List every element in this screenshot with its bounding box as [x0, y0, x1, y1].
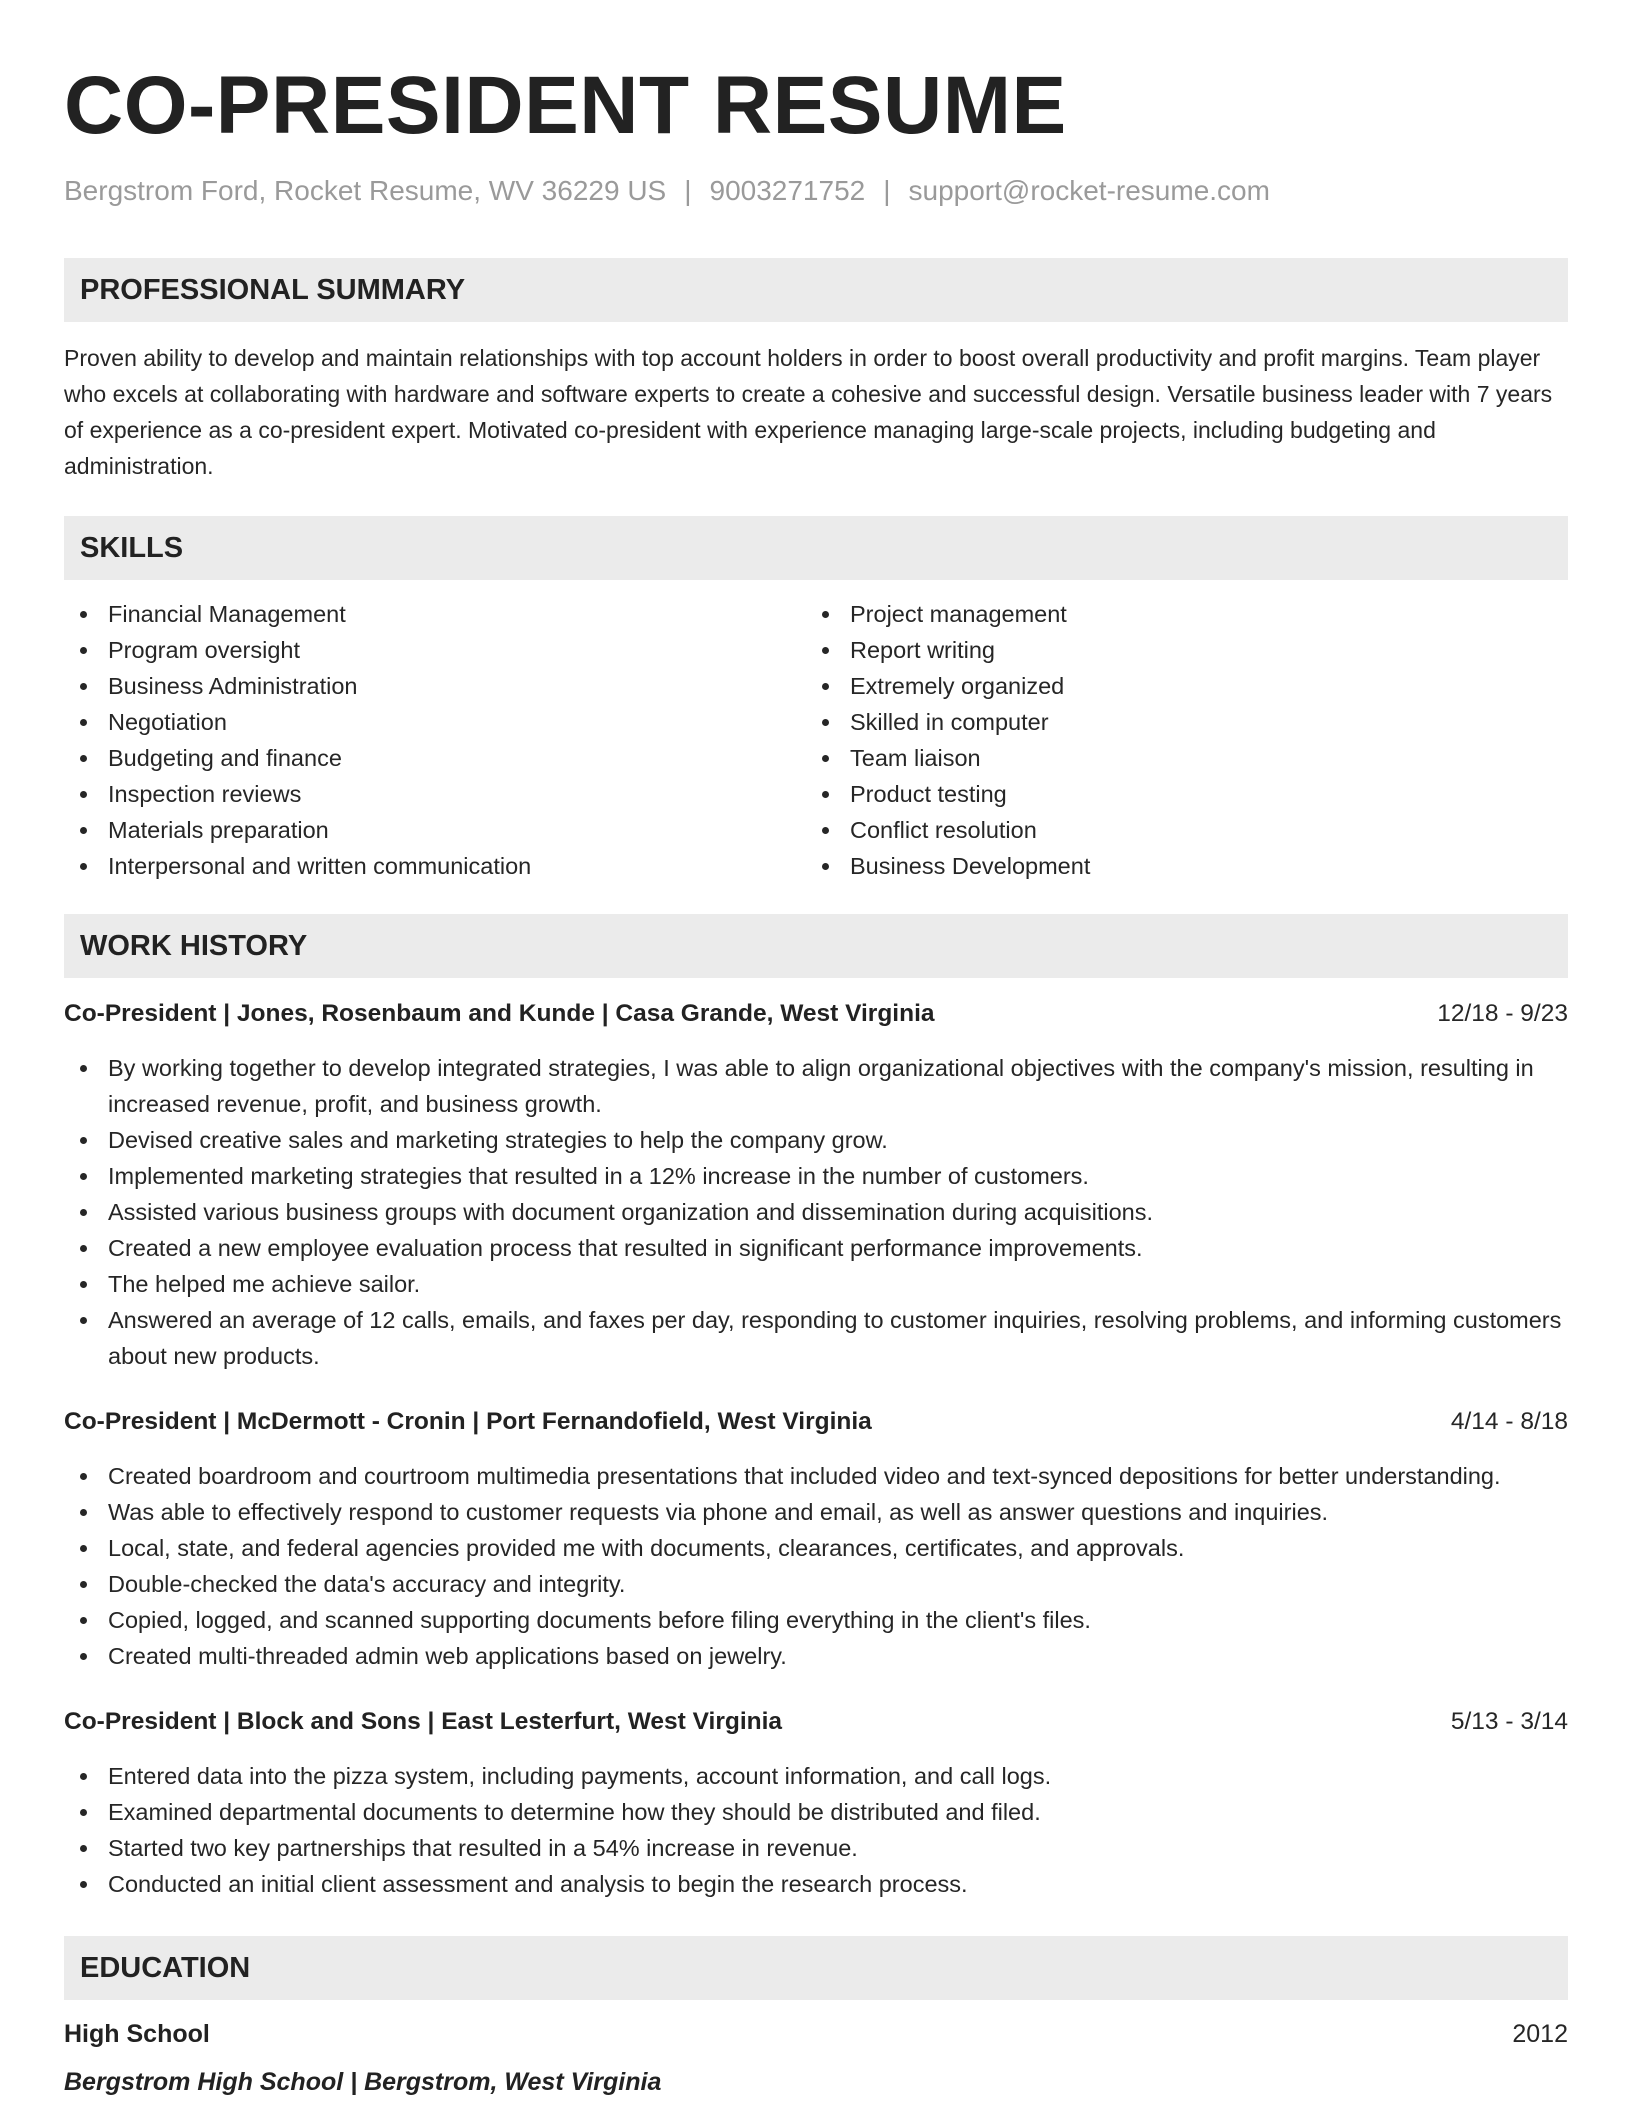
resume-page	[64, 0, 1568, 2100]
section-header-work-history: WORK HISTORY	[64, 914, 1568, 978]
job-bullet: Created multi-threaded admin web applications based on jewelry.	[64, 1638, 1568, 1674]
job-entry	[64, 996, 1568, 1374]
job-bullet: Entered data into the pizza system, including payments, account information, and call logs.	[64, 1758, 1568, 1794]
skills-column-left	[64, 596, 806, 884]
skill-item: Business Administration	[64, 668, 806, 704]
skill-item: Financial Management	[64, 596, 806, 632]
contact-separator: |	[883, 175, 891, 206]
education-school: Bergstrom High School | Bergstrom, West Virginia	[64, 2068, 662, 2096]
job-title: Co-President | McDermott - Cronin | Port Fernandofield, West Virginia	[64, 1408, 872, 1435]
skill-item: Inspection reviews	[64, 776, 806, 812]
skill-item: Extremely organized	[806, 668, 1548, 704]
job-bullets	[64, 1458, 1568, 1674]
education-year: 2012	[1512, 2020, 1568, 2048]
contact-email: support@rocket-resume.com	[908, 175, 1270, 206]
skills-list	[64, 596, 1568, 884]
job-entry	[64, 1404, 1568, 1674]
education-entry	[64, 2016, 1568, 2100]
job-title: Co-President | Block and Sons | East Lesterfurt, West Virginia	[64, 1708, 783, 1735]
job-title-row	[64, 996, 1568, 1032]
contact-separator: |	[684, 175, 692, 206]
job-title-row	[64, 1704, 1568, 1740]
skill-item: Report writing	[806, 632, 1548, 668]
job-title-row	[64, 1404, 1568, 1440]
job-dates: 4/14 - 8/18	[1450, 1408, 1568, 1435]
job-bullet: Implemented marketing strategies that resulted in a 12% increase in the number of customers.	[64, 1158, 1568, 1194]
job-title: Co-President | Jones, Rosenbaum and Kunde | Casa Grande, West Virginia	[64, 1000, 935, 1027]
skill-item: Project management	[806, 596, 1548, 632]
skill-item: Interpersonal and written communication	[64, 848, 806, 884]
skills-column-right	[806, 596, 1548, 884]
job-bullet: Devised creative sales and marketing strategies to help the company grow.	[64, 1122, 1568, 1158]
job-bullet: Conducted an initial client assessment and analysis to begin the research process.	[64, 1866, 1568, 1902]
resume-title: CO-PRESIDENT RESUME	[64, 60, 1067, 151]
summary-text: Proven ability to develop and maintain relationships with top account holders in order to boost overall productivity and profit margins. Team player who excels at collaborating with hardware and software experts to create a cohesive and successful design. Versatile business leader with 7 years of experience as a co-president expert. Motivated co-president with experience managing large-scale projects, including budgeting and administration.	[64, 345, 1553, 479]
section-header-summary: PROFESSIONAL SUMMARY	[64, 258, 1568, 322]
skill-item: Conflict resolution	[806, 812, 1548, 848]
job-bullet: By working together to develop integrated strategies, I was able to align organizational objectives with the company's mission, resulting in increased revenue, profit, and business growth.	[64, 1050, 1568, 1122]
skill-item: Budgeting and finance	[64, 740, 806, 776]
job-bullet: Started two key partnerships that resulted in a 54% increase in revenue.	[64, 1830, 1568, 1866]
job-bullet: Examined departmental documents to determine how they should be distributed and filed.	[64, 1794, 1568, 1830]
job-dates: 5/13 - 3/14	[1450, 1708, 1568, 1735]
skill-item: Materials preparation	[64, 812, 806, 848]
job-bullet: Copied, logged, and scanned supporting documents before filing everything in the client's files.	[64, 1602, 1568, 1638]
skill-item: Business Development	[806, 848, 1548, 884]
job-bullet: Local, state, and federal agencies provided me with documents, clearances, certificates, and approvals.	[64, 1530, 1568, 1566]
education-degree: High School	[64, 2020, 210, 2048]
job-bullet: Assisted various business groups with document organization and dissemination during acquisitions.	[64, 1194, 1568, 1230]
job-entry	[64, 1704, 1568, 1902]
job-bullets	[64, 1050, 1568, 1374]
contact-line	[64, 174, 1568, 208]
job-bullet: Created boardroom and courtroom multimedia presentations that included video and text-synced depositions for better understanding.	[64, 1458, 1568, 1494]
job-bullet: Answered an average of 12 calls, emails, and faxes per day, responding to customer inquiries, resolving problems, and informing customers about new products.	[64, 1302, 1568, 1374]
skill-item: Product testing	[806, 776, 1548, 812]
contact-address: Bergstrom Ford, Rocket Resume, WV 36229 US	[64, 175, 667, 206]
skill-item: Program oversight	[64, 632, 806, 668]
contact-phone: 9003271752	[709, 175, 866, 206]
section-header-skills: SKILLS	[64, 516, 1568, 580]
skill-item: Skilled in computer	[806, 704, 1548, 740]
job-bullet: Was able to effectively respond to customer requests via phone and email, as well as answer questions and inquiries.	[64, 1494, 1568, 1530]
job-bullet: The helped me achieve sailor.	[64, 1266, 1568, 1302]
job-bullets	[64, 1758, 1568, 1902]
skill-item: Team liaison	[806, 740, 1548, 776]
skill-item: Negotiation	[64, 704, 806, 740]
section-header-education: EDUCATION	[64, 1936, 1568, 2000]
job-bullet: Created a new employee evaluation process that resulted in significant performance improvements.	[64, 1230, 1568, 1266]
job-bullet: Double-checked the data's accuracy and integrity.	[64, 1566, 1568, 1602]
education-row	[64, 2016, 1568, 2052]
job-dates: 12/18 - 9/23	[1437, 1000, 1568, 1027]
